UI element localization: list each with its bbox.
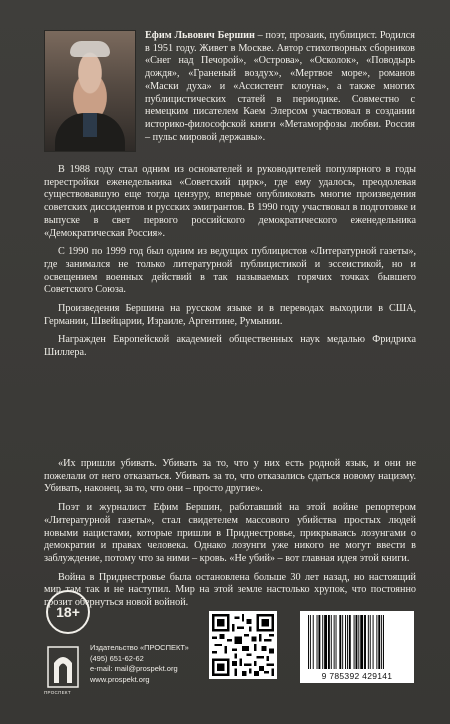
author-name: Ефим Львович Бершин	[145, 30, 255, 41]
barcode-bar	[347, 615, 348, 669]
barcode-bar	[378, 615, 380, 669]
barcode-bar	[317, 615, 318, 669]
age-rating-text: 18+	[56, 604, 80, 620]
qr-code	[209, 611, 277, 679]
author-biography	[44, 164, 416, 360]
barcode-bar	[310, 615, 311, 669]
publisher-website: www.prospekt.org	[90, 674, 150, 684]
barcode-bar	[370, 615, 371, 669]
author-intro	[145, 30, 415, 144]
barcode-bar	[360, 615, 363, 669]
age-rating-badge	[46, 590, 90, 634]
barcode-bar	[349, 615, 351, 669]
bio-paragraph: В 1988 году стал одним из основателей и руководителей популярного в годы перестройки еженедельника «Советский цирк», где ему удалось, преодолевая существовавшую еще тогда цензуру, впервые опубликовать многие произведения советских диссидентов и русских эмигрантов. В 1990 году участвовал в подготовке и выпуске в свет первого российского демократического еженедельника «Демократическая Россия».	[44, 164, 416, 239]
publisher-phone: (495) 651-62-62	[90, 653, 144, 663]
annotation-paragraph: Поэт и журналист Ефим Бершин, работавший на этой войне репортером «Литературной газеты», стал свидетелем массового убийства простых людей новыми нацистами, которые пришли в Приднестровье, прикрываясь лозунгами о демократии и правах человека. Однако лозунги уже никого не могут ввести в заблуждение, потому что за ними – кровь. «Не убий» – вот главная идея этой книги.	[44, 502, 416, 564]
annotation-paragraph: «Их пришли убивать. Убивать за то, что у них есть родной язык, и они не пожелали от него отказаться. Убивать за то, что отказались сдаться новому нацизму. Убивать, наконец, за то, что они – просто другие».	[44, 458, 416, 495]
publisher-logo-icon	[46, 645, 80, 689]
barcode-bar	[354, 615, 355, 669]
author-intro-text: – поэт, прозаик, публицист. Родился в 1951 году. Живет в Москве. Автор стихотворных сборников «Снег над Печорой», «Острова», «Осколок», «Поводырь дождя», «Граненый воздух», «Мертвое море», романов «Маски духа» и «Ассистент клоуна», а также многих публицистических статей в периодике. Совместно с немецким писателем Каем Элерсом участвовал в создании историко-философской книги «Метаморфозы любви. Россия – пульс мировой державы».	[145, 30, 415, 143]
barcode-bar	[334, 615, 335, 669]
barcode-bar	[322, 615, 323, 669]
isbn-barcode	[300, 611, 414, 683]
barcode-bar	[328, 615, 330, 669]
barcode-bars	[306, 615, 408, 669]
barcode-bar	[331, 615, 332, 669]
barcode-bar	[308, 615, 309, 669]
publisher-name: Издательство «ПРОСПЕКТ»	[90, 643, 189, 652]
publisher-email: e-mail: mail@prospekt.org	[90, 664, 178, 673]
barcode-bar	[364, 615, 366, 669]
bio-paragraph: Произведения Бершина на русском языке и в переводах выходили в США, Германии, Швейцарии, Израиле, Аргентине, Румынии.	[44, 303, 416, 327]
author-photo-hair	[70, 41, 110, 57]
author-photo-collar	[83, 113, 97, 137]
publisher-logo-caption: ПРОСПЕКТ	[44, 690, 71, 695]
barcode-bar	[383, 615, 384, 669]
barcode-bar	[368, 615, 369, 669]
barcode-bar	[356, 615, 358, 669]
barcode-bar	[358, 615, 359, 669]
barcode-bar	[336, 615, 337, 669]
book-annotation	[44, 458, 416, 610]
barcode-bar	[376, 615, 377, 669]
bio-paragraph: С 1990 по 1999 год был одним из ведущих публицистов «Литературной газеты», где занимался не только литературной публицистикой и эссеистикой, но и освещением военных действий в так называемых горячих точках бывшего Советского Союза.	[44, 246, 416, 296]
barcode-bar	[381, 615, 382, 669]
barcode-bar	[318, 615, 320, 669]
barcode-bar	[342, 615, 343, 669]
barcode-bar	[313, 615, 314, 669]
author-photo	[44, 30, 136, 152]
barcode-bar	[324, 615, 327, 669]
barcode-bar	[373, 615, 374, 669]
isbn-number: 9 785392 429141	[321, 671, 393, 681]
annotation-paragraph: Война в Приднестровье была остановлена больше 30 лет назад, но настоящий мир там так и не наступил. Мир на этой земле настолько хрупок, что постоянно грозит обернуться новой войной.	[44, 571, 416, 609]
barcode-bar	[345, 615, 346, 669]
publisher-info	[90, 643, 189, 685]
bio-paragraph: Награжден Европейской академией общественных наук медалью Фридриха Шиллера.	[44, 334, 416, 359]
barcode-bar	[339, 615, 341, 669]
